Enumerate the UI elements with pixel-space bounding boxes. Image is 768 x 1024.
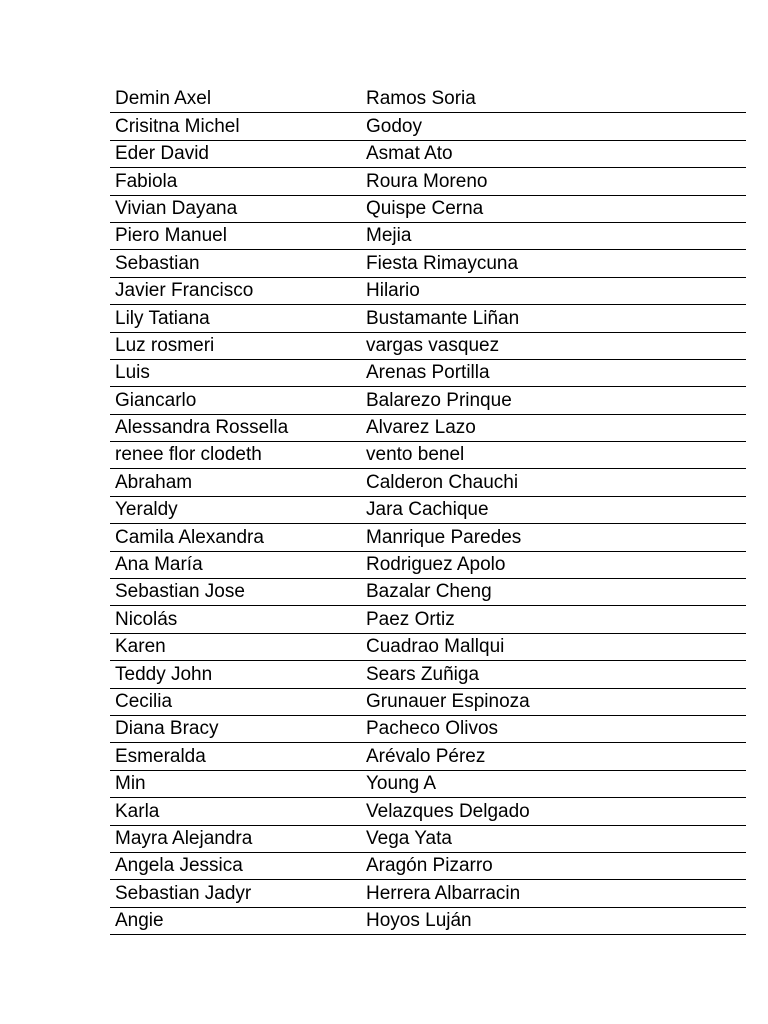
table-row [110, 743, 746, 770]
last-name-cell: Young A [361, 770, 746, 797]
names-table [110, 86, 746, 935]
last-name-cell: Alvarez Lazo [361, 414, 746, 441]
table-row [110, 359, 746, 386]
table-row [110, 305, 746, 332]
table-row [110, 579, 746, 606]
last-name-cell: Fiesta Rimaycuna [361, 250, 746, 277]
last-name-cell: Arévalo Pérez [361, 743, 746, 770]
table-row [110, 715, 746, 742]
table-row [110, 633, 746, 660]
last-name-cell: Calderon Chauchi [361, 469, 746, 496]
table-row [110, 852, 746, 879]
first-name-cell: Vivian Dayana [110, 195, 361, 222]
table-row [110, 86, 746, 113]
table-row [110, 798, 746, 825]
first-name-cell: Eder David [110, 140, 361, 167]
last-name-cell: Herrera Albarracin [361, 880, 746, 907]
first-name-cell: Piero Manuel [110, 222, 361, 249]
last-name-cell: Cuadrao Mallqui [361, 633, 746, 660]
first-name-cell: Yeraldy [110, 496, 361, 523]
table-row [110, 277, 746, 304]
table-row [110, 332, 746, 359]
last-name-cell: Asmat Ato [361, 140, 746, 167]
table-row [110, 442, 746, 469]
first-name-cell: Fabiola [110, 168, 361, 195]
last-name-cell: Balarezo Prinque [361, 387, 746, 414]
table-row [110, 907, 746, 934]
last-name-cell: Sears Zuñiga [361, 661, 746, 688]
last-name-cell: Quispe Cerna [361, 195, 746, 222]
table-row [110, 387, 746, 414]
last-name-cell: Hoyos Luján [361, 907, 746, 934]
first-name-cell: Angie [110, 907, 361, 934]
first-name-cell: Nicolás [110, 606, 361, 633]
last-name-cell: Godoy [361, 113, 746, 140]
first-name-cell: Teddy John [110, 661, 361, 688]
last-name-cell: Rodriguez Apolo [361, 551, 746, 578]
last-name-cell: Bazalar Cheng [361, 579, 746, 606]
table-row [110, 168, 746, 195]
last-name-cell: Vega Yata [361, 825, 746, 852]
first-name-cell: Karla [110, 798, 361, 825]
names-table-body [110, 86, 746, 935]
last-name-cell: Mejia [361, 222, 746, 249]
table-row [110, 222, 746, 249]
last-name-cell: vento benel [361, 442, 746, 469]
first-name-cell: Crisitna Michel [110, 113, 361, 140]
first-name-cell: Mayra Alejandra [110, 825, 361, 852]
last-name-cell: Aragón Pizarro [361, 852, 746, 879]
first-name-cell: Abraham [110, 469, 361, 496]
table-row [110, 414, 746, 441]
first-name-cell: Sebastian Jadyr [110, 880, 361, 907]
last-name-cell: Hilario [361, 277, 746, 304]
last-name-cell: Paez Ortiz [361, 606, 746, 633]
table-row [110, 469, 746, 496]
table-row [110, 825, 746, 852]
first-name-cell: Alessandra Rossella [110, 414, 361, 441]
first-name-cell: Demin Axel [110, 86, 361, 113]
table-row [110, 688, 746, 715]
first-name-cell: Ana María [110, 551, 361, 578]
last-name-cell: Arenas Portilla [361, 359, 746, 386]
last-name-cell: Velazques Delgado [361, 798, 746, 825]
last-name-cell: Roura Moreno [361, 168, 746, 195]
first-name-cell: Diana Bracy [110, 715, 361, 742]
table-row [110, 195, 746, 222]
table-row [110, 140, 746, 167]
table-row [110, 551, 746, 578]
first-name-cell: renee flor clodeth [110, 442, 361, 469]
table-row [110, 496, 746, 523]
last-name-cell: Ramos Soria [361, 86, 746, 113]
table-row [110, 880, 746, 907]
last-name-cell: Grunauer Espinoza [361, 688, 746, 715]
first-name-cell: Javier Francisco [110, 277, 361, 304]
table-row [110, 770, 746, 797]
last-name-cell: Jara Cachique [361, 496, 746, 523]
first-name-cell: Sebastian [110, 250, 361, 277]
last-name-cell: vargas vasquez [361, 332, 746, 359]
first-name-cell: Luz rosmeri [110, 332, 361, 359]
first-name-cell: Luis [110, 359, 361, 386]
table-row [110, 661, 746, 688]
table-row [110, 250, 746, 277]
last-name-cell: Pacheco Olivos [361, 715, 746, 742]
first-name-cell: Min [110, 770, 361, 797]
first-name-cell: Karen [110, 633, 361, 660]
table-row [110, 606, 746, 633]
first-name-cell: Sebastian Jose [110, 579, 361, 606]
first-name-cell: Lily Tatiana [110, 305, 361, 332]
table-row [110, 524, 746, 551]
table-row [110, 113, 746, 140]
last-name-cell: Manrique Paredes [361, 524, 746, 551]
first-name-cell: Angela Jessica [110, 852, 361, 879]
first-name-cell: Cecilia [110, 688, 361, 715]
first-name-cell: Giancarlo [110, 387, 361, 414]
first-name-cell: Esmeralda [110, 743, 361, 770]
first-name-cell: Camila Alexandra [110, 524, 361, 551]
last-name-cell: Bustamante Liñan [361, 305, 746, 332]
